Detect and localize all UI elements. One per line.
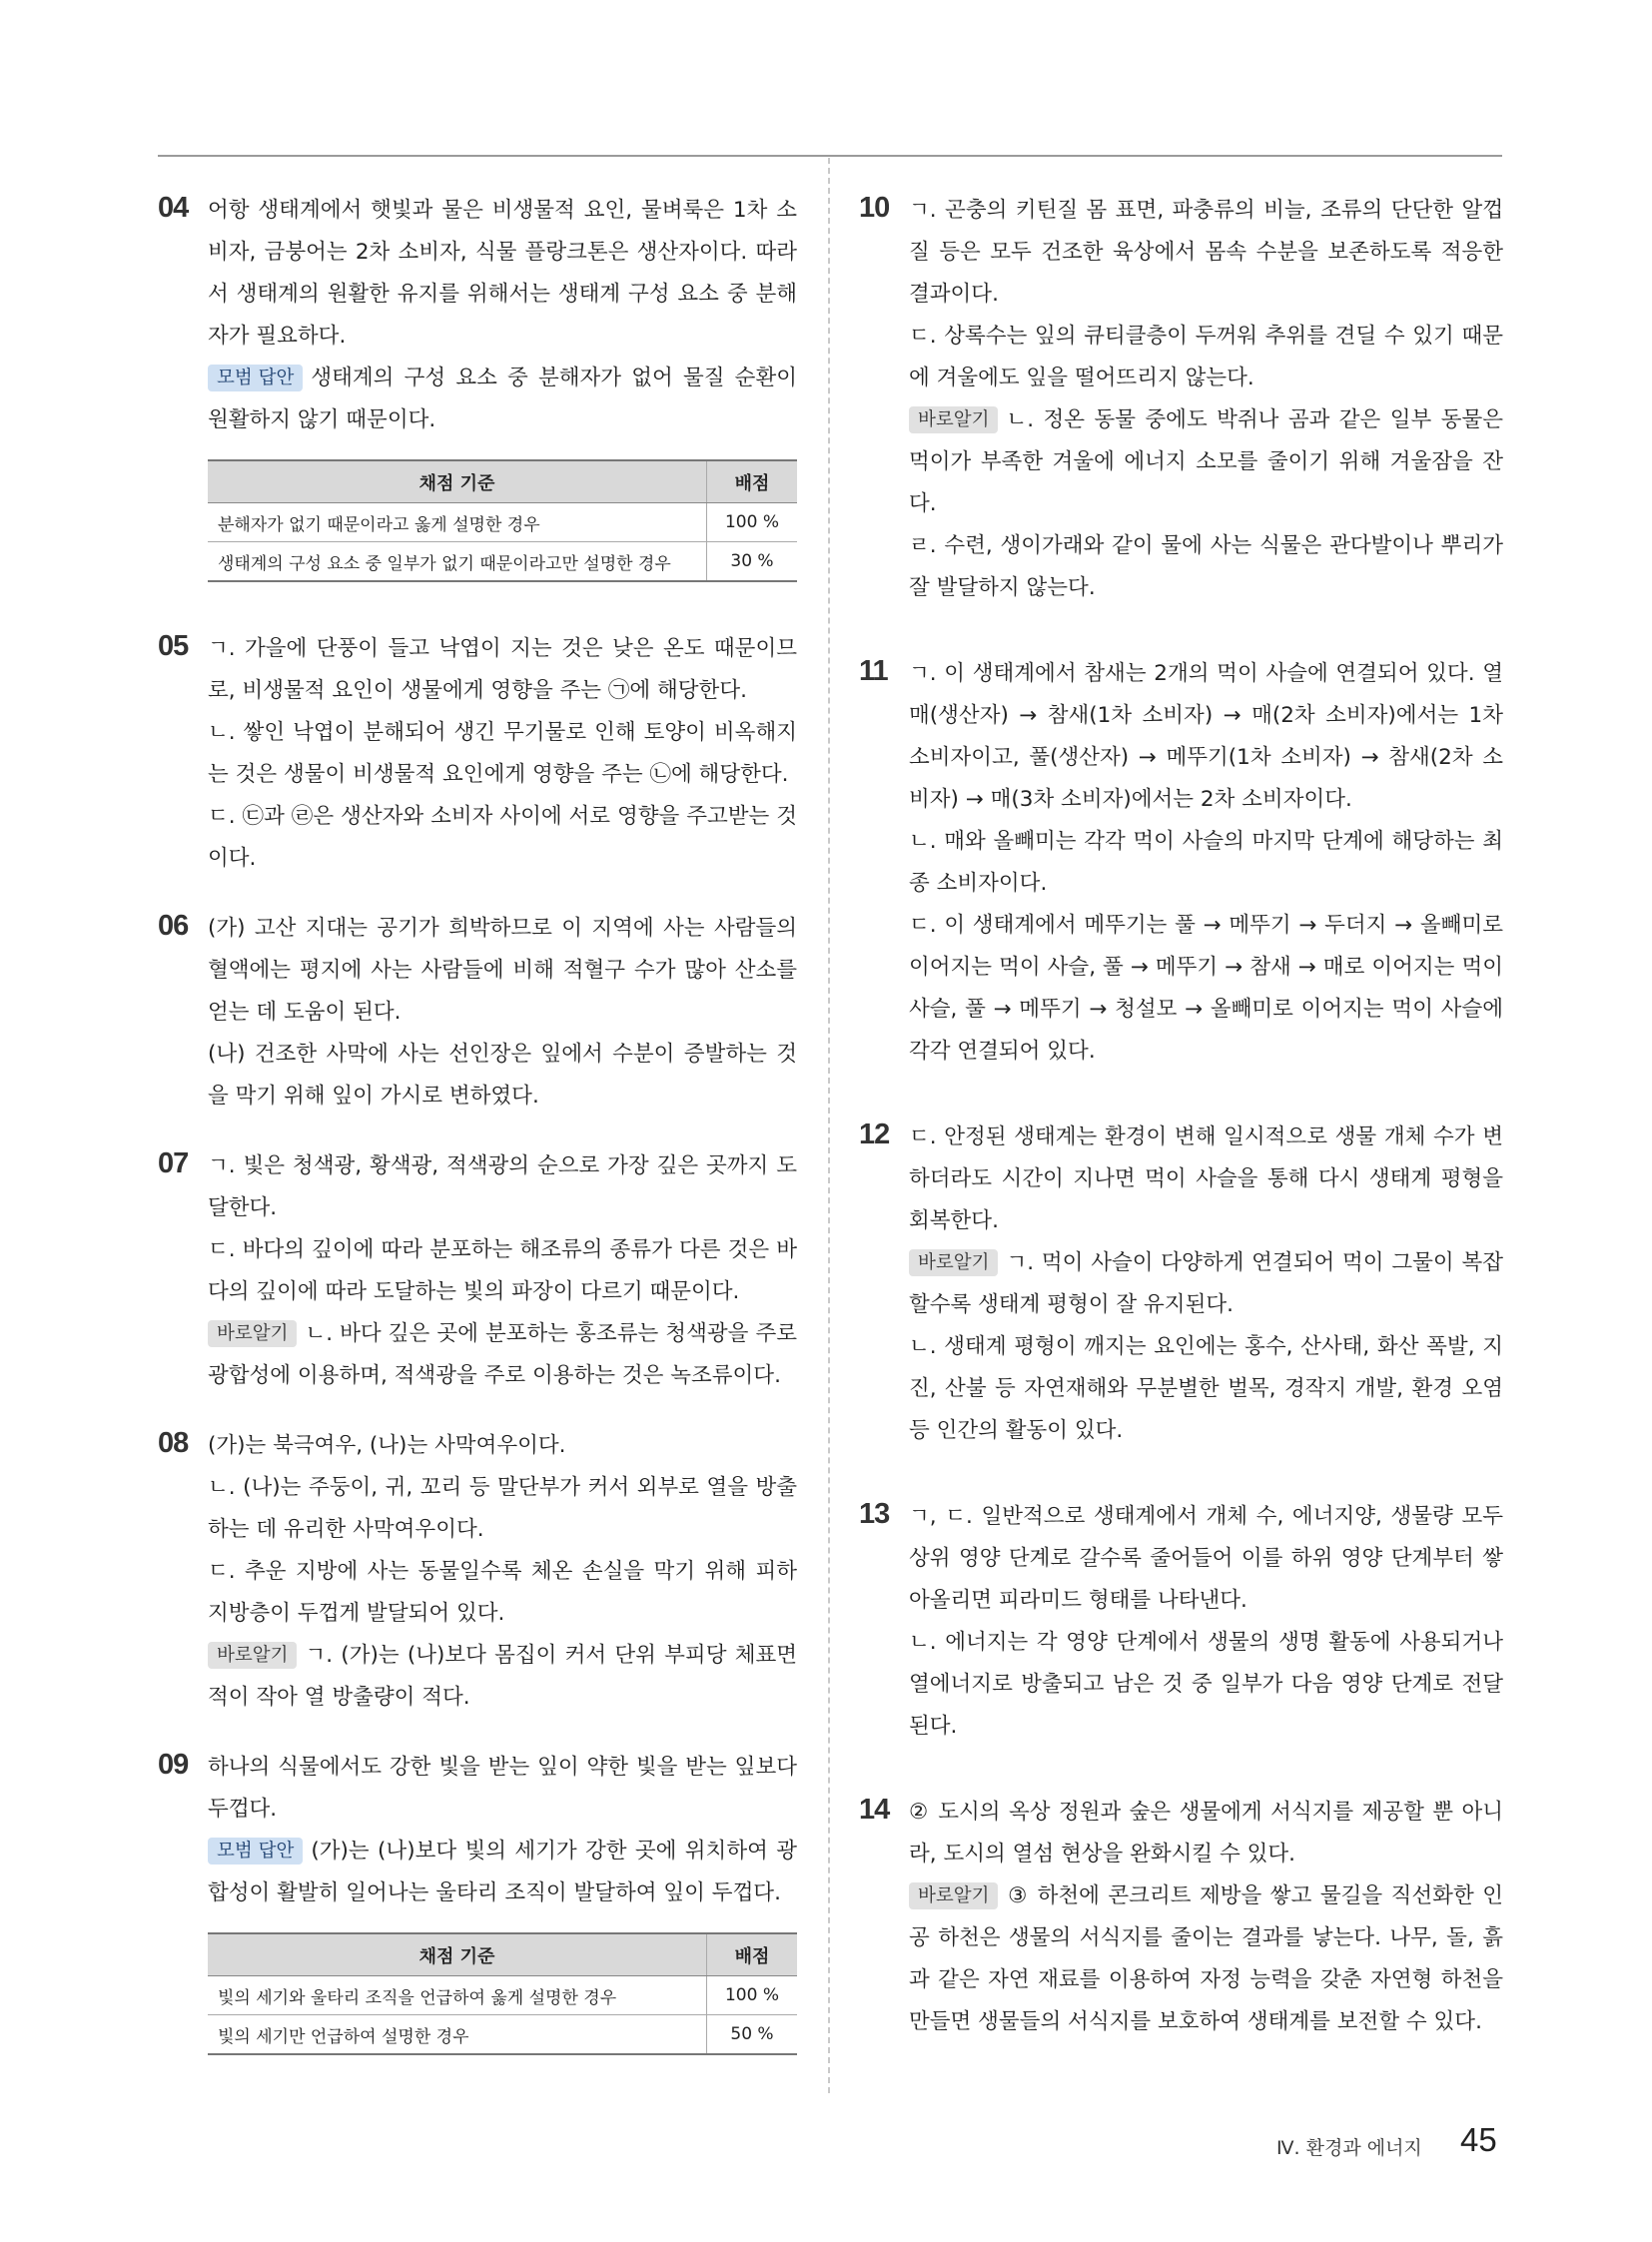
criteria-cell: 분해자가 없기 때문이라고 옳게 설명한 경우 <box>208 503 707 542</box>
question-number: 11 <box>859 655 888 687</box>
score-header: 배점 <box>707 1933 798 1976</box>
question-number: 10 <box>859 192 890 224</box>
explanation-text: ㄱ. 가을에 단풍이 들고 낙엽이 지는 것은 낮은 온도 때문이므로, 비생물적 요인이 생물에게 영향을 주는 ㉠에 해당한다. <box>208 636 797 703</box>
explanation-text: ② 도시의 옥상 정원과 숲은 생물에게 서식지를 제공할 뿐 아니라, 도시의 열섬 현상을 완화시킬 수 있다. <box>909 1800 1503 1867</box>
question-12 <box>859 1117 1503 1452</box>
question-08 <box>158 1425 797 1719</box>
question-number: 13 <box>859 1498 890 1530</box>
score-cell: 30 % <box>707 542 798 582</box>
question-number: 12 <box>859 1119 890 1150</box>
model-answer-tag: 모범 답안 <box>208 365 303 391</box>
question-09 <box>158 1747 797 2055</box>
scoring-table <box>208 459 797 582</box>
explanation-text: (가) 고산 지대는 공기가 희박하므로 이 지역에 사는 사람들의 혈액에는 평지에 사는 사람들에 비해 적혈구 수가 많아 산소를 얻는 데 도움이 된다. <box>208 916 797 1025</box>
explanation-text: ㄷ. 안정된 생태계는 환경이 변해 일시적으로 생물 개체 수가 변하더라도 시간이 지나면 먹이 사슬을 통해 다시 생태계 평형을 회복한다. <box>909 1124 1503 1233</box>
correction-text: ㄱ. 먹이 사슬이 다양하게 연결되어 먹이 그물이 복잡할수록 생태계 평형이 잘 유지된다. <box>909 1250 1503 1317</box>
question-13 <box>859 1496 1503 1748</box>
explanation-text: ㄴ. 매와 올빼미는 각각 먹이 사슬의 마지막 단계에 해당하는 최종 소비자이다. <box>909 829 1503 896</box>
column-divider <box>828 158 830 2093</box>
question-number: 09 <box>158 1749 189 1781</box>
explanation-text: ㄷ. 추운 지방에 사는 동물일수록 체온 손실을 막기 위해 피하 지방층이 두껍게 발달되어 있다. <box>208 1559 797 1626</box>
question-05 <box>158 628 797 880</box>
table-header-row <box>208 1933 797 1976</box>
correction-tag: 바로알기 <box>208 1320 297 1347</box>
top-rule <box>158 155 1502 157</box>
scoring-table <box>208 1932 797 2055</box>
question-number: 04 <box>158 192 189 224</box>
question-10 <box>859 190 1503 609</box>
correction-tag: 바로알기 <box>208 1642 297 1669</box>
question-14 <box>859 1792 1503 2043</box>
score-cell: 100 % <box>707 503 798 542</box>
table-header-row <box>208 460 797 503</box>
table-row <box>208 542 797 582</box>
explanation-text: ㄱ. 빛은 청색광, 황색광, 적색광의 순으로 가장 깊은 곳까지 도달한다. <box>208 1153 797 1220</box>
criteria-cell: 빛의 세기와 울타리 조직을 언급하여 옳게 설명한 경우 <box>208 1976 707 2015</box>
explanation-text: 하나의 식물에서도 강한 빛을 받는 잎이 약한 빛을 받는 잎보다 두껍다. <box>208 1755 797 1822</box>
correction-note <box>208 1635 797 1719</box>
criteria-cell: 생태계의 구성 요소 중 일부가 없기 때문이라고만 설명한 경우 <box>208 542 707 582</box>
explanation-text: ㄷ. 바다의 깊이에 따라 분포하는 해조류의 종류가 다른 것은 바다의 깊이에 따라 도달하는 빛의 파장이 다르기 때문이다. <box>208 1237 797 1304</box>
question-04 <box>158 190 797 582</box>
explanation-text: ㄱ. 이 생태계에서 참새는 2개의 먹이 사슬에 연결되어 있다. 열매(생산자) → 참새(1차 소비자) → 매(2차 소비자)에서는 1차 소비자이고, 풀(생산자) → 메뚜기(1차 소비자) → 참새(2차 소비자) → 매(3차 소비자)에서는 2차 소비자이다. <box>909 661 1503 812</box>
score-header: 배점 <box>707 460 798 503</box>
question-number: 06 <box>158 910 189 942</box>
left-column <box>158 190 797 2055</box>
model-answer-text: (가)는 (나)보다 빛의 세기가 강한 곳에 위치하여 광합성이 활발히 일어나는 울타리 조직이 발달하여 잎이 두껍다. <box>208 1839 797 1905</box>
correction-note <box>909 399 1503 525</box>
correction-note <box>909 1875 1503 2043</box>
explanation-text: ㄱ, ㄷ. 일반적으로 생태계에서 개체 수, 에너지양, 생물량 모두 상위 영양 단계로 갈수록 줄어들어 이를 하위 영양 단계부터 쌓아올리면 피라미드 형태를 나타낸다. <box>909 1504 1503 1613</box>
table-row <box>208 1976 797 2015</box>
score-cell: 50 % <box>707 2015 798 2055</box>
correction-note <box>208 1313 797 1397</box>
model-answer <box>208 358 797 441</box>
footer-section-label: Ⅳ. 환경과 에너지 <box>1276 2137 1422 2159</box>
question-number: 14 <box>859 1794 890 1826</box>
question-06 <box>158 908 797 1118</box>
question-11 <box>859 653 1503 1073</box>
correction-text: ③ 하천에 콘크리트 제방을 쌓고 물길을 직선화한 인공 하천은 생물의 서식지를 줄이는 결과를 낳는다. 나무, 돌, 흙과 같은 자연 재료를 이용하여 자정 능력을 갖춘 자연형 하천을 만들면 생물들의 서식지를 보호하여 생태계를 보전할 수 있다. <box>909 1883 1503 2034</box>
score-cell: 100 % <box>707 1976 798 2015</box>
question-number: 05 <box>158 630 189 662</box>
criteria-header: 채점 기준 <box>208 460 707 503</box>
criteria-cell: 빛의 세기만 언급하여 설명한 경우 <box>208 2015 707 2055</box>
explanation-text: ㄷ. ㉢과 ㉣은 생산자와 소비자 사이에 서로 영향을 주고받는 것이다. <box>208 804 797 871</box>
explanation-text: ㄷ. 이 생태계에서 메뚜기는 풀 → 메뚜기 → 두더지 → 올빼미로 이어지는 먹이 사슬, 풀 → 메뚜기 → 참새 → 매로 이어지는 먹이 사슬, 풀 → 메뚜기 → 청설모 → 올빼미로 이어지는 먹이 사슬에 각각 연결되어 있다. <box>909 913 1503 1064</box>
right-column <box>859 190 1503 2043</box>
explanation-text: ㄴ. (나)는 주둥이, 귀, 꼬리 등 말단부가 커서 외부로 열을 방출하는 데 유리한 사막여우이다. <box>208 1475 797 1542</box>
question-07 <box>158 1145 797 1397</box>
table-row <box>208 2015 797 2055</box>
explanation-text: 어항 생태계에서 햇빛과 물은 비생물적 요인, 물벼룩은 1차 소비자, 금붕어는 2차 소비자, 식물 플랑크톤은 생산자이다. 따라서 생태계의 원활한 유지를 위해서는 생태계 구성 요소 중 분해자가 필요하다. <box>208 198 797 349</box>
model-answer-text: 생태계의 구성 요소 중 분해자가 없어 물질 순환이 원활하지 않기 때문이다. <box>208 366 797 432</box>
correction-tag: 바로알기 <box>909 1882 998 1909</box>
correction-note <box>909 1242 1503 1326</box>
table-row <box>208 503 797 542</box>
correction-text: ㄴ. 정온 동물 중에도 박쥐나 곰과 같은 일부 동물은 먹이가 부족한 겨울에 에너지 소모를 줄이기 위해 겨울잠을 잔다. <box>909 407 1503 516</box>
explanation-text: ㄴ. 에너지는 각 영양 단계에서 생물의 생명 활동에 사용되거나 열에너지로 방출되고 남은 것 중 일부가 다음 영양 단계로 전달된다. <box>909 1630 1503 1739</box>
explanation-text: (나) 건조한 사막에 사는 선인장은 잎에서 수분이 증발하는 것을 막기 위해 잎이 가시로 변하였다. <box>208 1042 797 1109</box>
correction-tag: 바로알기 <box>909 1249 998 1276</box>
correction-tag: 바로알기 <box>909 406 998 433</box>
criteria-header: 채점 기준 <box>208 1933 707 1976</box>
question-number: 08 <box>158 1427 189 1459</box>
model-answer-tag: 모범 답안 <box>208 1838 303 1865</box>
explanation-text: ㄱ. 곤충의 키틴질 몸 표면, 파충류의 비늘, 조류의 단단한 알껍질 등은 모두 건조한 육상에서 몸속 수분을 보존하도록 적응한 결과이다. <box>909 198 1503 307</box>
correction-text: ㄴ. 바다 깊은 곳에 분포하는 홍조류는 청색광을 주로 광합성에 이용하며, 적색광을 주로 이용하는 것은 녹조류이다. <box>208 1321 797 1388</box>
explanation-text: ㄴ. 쌓인 낙엽이 분해되어 생긴 무기물로 인해 토양이 비옥해지는 것은 생물이 비생물적 요인에게 영향을 주는 ㉡에 해당한다. <box>208 720 797 787</box>
correction-text: ㄱ. (가)는 (나)보다 몸집이 커서 단위 부피당 체표면적이 작아 열 방출량이 적다. <box>208 1643 797 1710</box>
question-number: 07 <box>158 1147 189 1179</box>
explanation-text: ㄷ. 상록수는 잎의 큐티클층이 두꺼워 추위를 견딜 수 있기 때문에 겨울에도 잎을 떨어뜨리지 않는다. <box>909 324 1503 390</box>
explanation-text: ㄴ. 생태계 평형이 깨지는 요인에는 홍수, 산사태, 화산 폭발, 지진, 산불 등 자연재해와 무분별한 벌목, 경작지 개발, 환경 오염 등 인간의 활동이 있다. <box>909 1334 1503 1443</box>
explanation-text: (가)는 북극여우, (나)는 사막여우이다. <box>208 1433 566 1458</box>
model-answer <box>208 1831 797 1914</box>
explanation-text: ㄹ. 수련, 생이가래와 같이 물에 사는 식물은 관다발이나 뿌리가 잘 발달하지 않는다. <box>909 533 1503 600</box>
page-number: 45 <box>1460 2121 1497 2158</box>
